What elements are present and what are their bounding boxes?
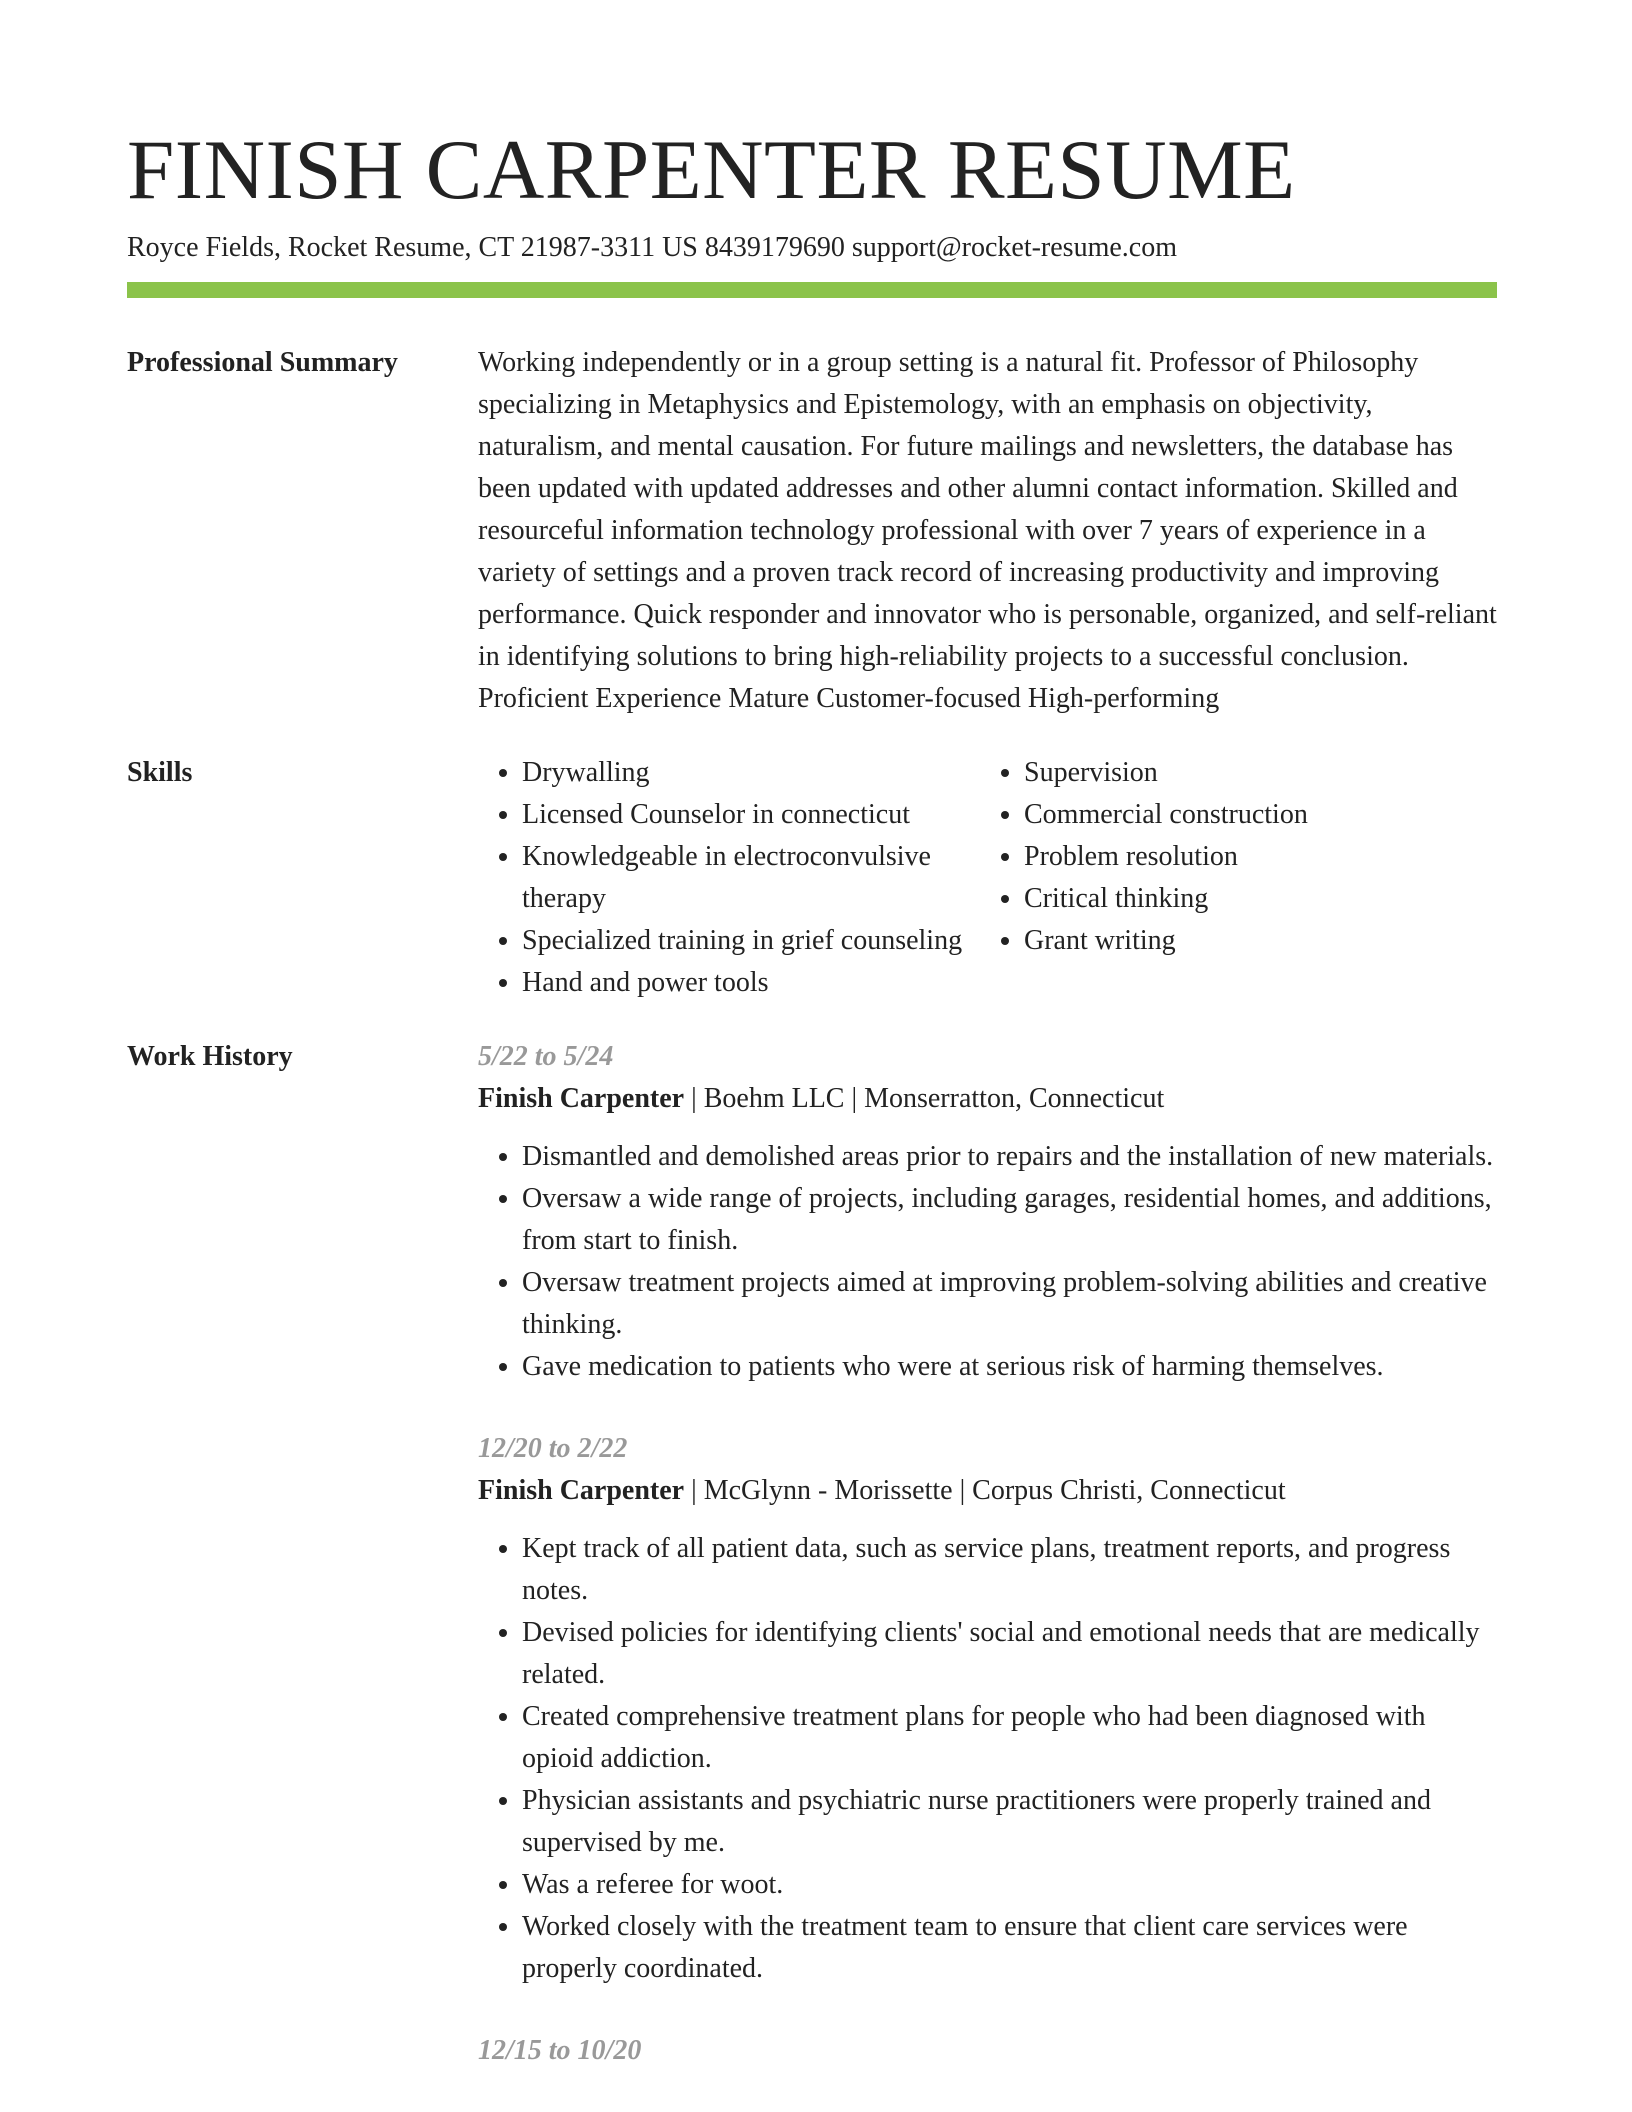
contact-line: Royce Fields, Rocket Resume, CT 21987-3311 US 8439179690 support@rocket-resume.com — [127, 232, 1177, 263]
job-dates: 5/22 to 5/24 — [478, 1041, 614, 1072]
responsibility-item: • Kept track of all patient data, such as service plans, treatment reports, and progress notes. — [522, 1528, 1497, 1612]
job-entry — [478, 2030, 1497, 2072]
section-heading: Work History — [127, 1041, 293, 1072]
work-history-section — [127, 1036, 1497, 2112]
job-entry — [478, 1428, 1497, 1990]
skill-item: • Critical thinking — [1024, 878, 1482, 920]
job-title: Finish Carpenter — [478, 1083, 685, 1114]
job-responsibilities — [478, 1136, 1497, 1388]
job-heading-line — [478, 1470, 1497, 1512]
professional-summary-section — [127, 342, 1497, 720]
job-entry — [478, 1036, 1497, 1388]
responsibility-item: • Gave medication to patients who were at serious risk of harming themselves. — [522, 1346, 1497, 1388]
skill-item: • Drywalling — [522, 752, 980, 794]
responsibility-item: • Worked closely with the treatment team to ensure that client care services were properly coordinated. — [522, 1906, 1497, 1990]
section-heading: Skills — [127, 757, 193, 788]
accent-divider — [127, 282, 1497, 298]
summary-text: Working independently or in a group setting is a natural fit. Professor of Philosophy specializing in Metaphysics and Epistemology, with an emphasis on objectivity, naturalism, and mental causation. For future mailings and newsletters, the database has been updated with updated addresses and other alumni contact information. Skilled and resourceful information technology professional with over 7 years of experience in a variety of settings and a proven track record of increasing productivity and improving performance. Quick responder and innovator who is personable, organized, and self-reliant in identifying solutions to bring high-reliability projects to a successful conclusion. Proficient Experience Mature Customer-focused High-performing — [478, 347, 1497, 714]
job-employer-location: | McGlynn - Morissette | Corpus Christi, Connecticut — [684, 1475, 1286, 1506]
skill-item: • Knowledgeable in electroconvulsive therapy — [522, 836, 980, 920]
resume-page — [127, 0, 1497, 2112]
skill-item: • Grant writing — [1024, 920, 1482, 962]
responsibility-item: • Was a referee for woot. — [522, 1864, 1497, 1906]
job-responsibilities — [478, 1528, 1497, 1990]
section-heading: Professional Summary — [127, 347, 398, 378]
job-dates: 12/20 to 2/22 — [478, 1433, 628, 1464]
job-employer-location: | Boehm LLC | Monserratton, Connecticut — [684, 1083, 1165, 1114]
skill-item: • Hand and power tools — [522, 962, 980, 1004]
skill-item: • Problem resolution — [1024, 836, 1482, 878]
responsibility-item: • Oversaw treatment projects aimed at improving problem-solving abilities and creative thinking. — [522, 1262, 1497, 1346]
responsibility-item: • Physician assistants and psychiatric nurse practitioners were properly trained and supervised by me. — [522, 1780, 1497, 1864]
resume-title: FINISH CARPENTER RESUME — [127, 123, 1296, 217]
responsibility-item: • Devised policies for identifying clients' social and emotional needs that are medically related. — [522, 1612, 1497, 1696]
job-list — [478, 1036, 1497, 2112]
job-title: Finish Carpenter — [478, 1475, 685, 1506]
skill-item: • Specialized training in grief counseling — [522, 920, 980, 962]
responsibility-item: • Dismantled and demolished areas prior to repairs and the installation of new materials. — [522, 1136, 1497, 1178]
skills-section — [127, 752, 1497, 1004]
skill-item: • Commercial construction — [1024, 794, 1482, 836]
responsibility-item: • Created comprehensive treatment plans for people who had been diagnosed with opioid addiction. — [522, 1696, 1497, 1780]
skill-item: • Licensed Counselor in connecticut — [522, 794, 980, 836]
skill-item: • Supervision — [1024, 752, 1482, 794]
skills-list-right — [980, 752, 1482, 1004]
job-dates: 12/15 to 10/20 — [478, 2035, 642, 2066]
responsibility-item: • Oversaw a wide range of projects, including garages, residential homes, and additions, from start to finish. — [522, 1178, 1497, 1262]
job-heading-line — [478, 1078, 1497, 1120]
skills-list-left — [478, 752, 980, 1004]
